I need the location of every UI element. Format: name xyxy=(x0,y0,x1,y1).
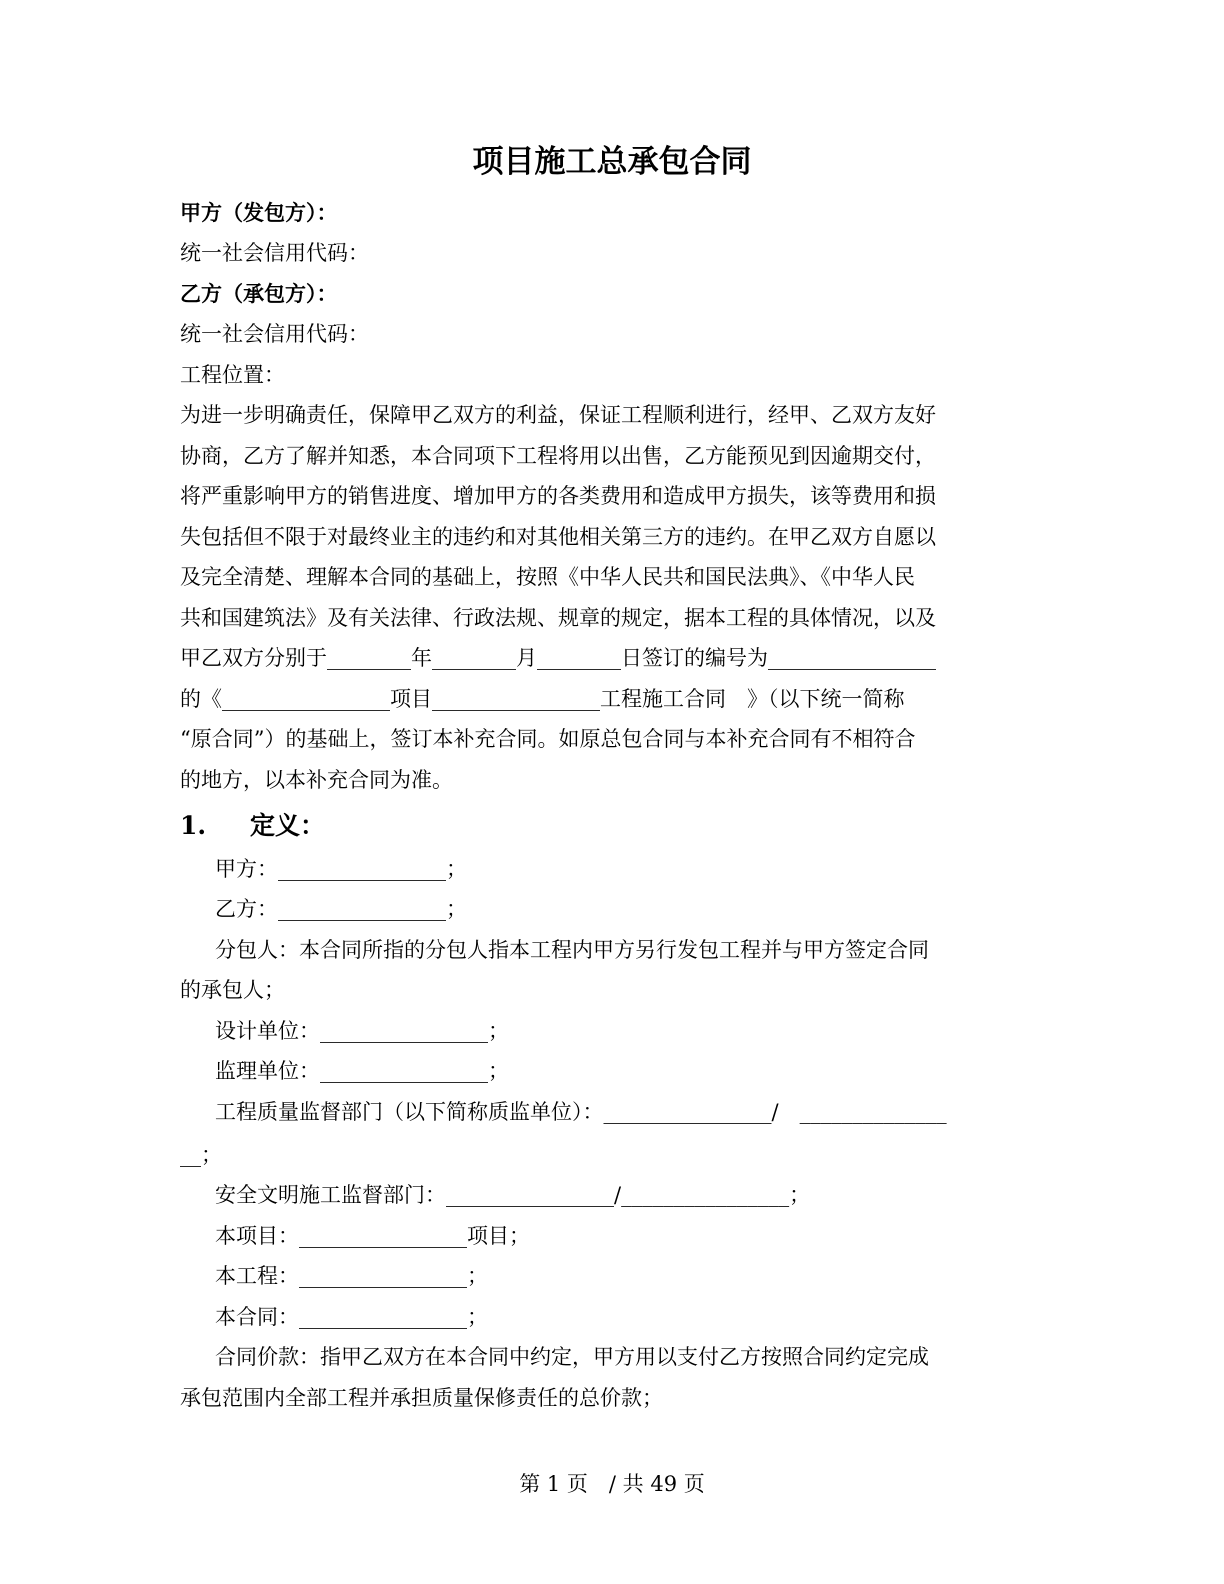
party-b-credit-code: 统一社会信用代码： xyxy=(180,322,369,346)
definition-line: 乙方：________________； xyxy=(215,897,467,921)
section-number: 1. xyxy=(180,811,207,840)
definition-line: 分包人：本合同所指的分包人指本工程内甲方另行发包工程并与甲方签定合同 xyxy=(215,938,929,962)
preamble-line: 共和国建筑法》及有关法律、行政法规、规章的规定，据本工程的具体情况，以及 xyxy=(180,606,936,630)
section-title: 定义： xyxy=(250,811,326,840)
party-a-credit-code: 统一社会信用代码： xyxy=(180,241,369,265)
party-b-label: 乙方（承包方）： xyxy=(180,281,338,306)
definition-line: 甲方：________________； xyxy=(215,857,467,881)
definition-line: 安全文明施工监督部门：________________/________________； xyxy=(215,1183,811,1207)
definition-line: 监理单位：________________； xyxy=(215,1059,509,1083)
definition-line: 承包范围内全部工程并承担质量保修责任的总价款； xyxy=(180,1386,663,1410)
preamble-line: 失包括但不限于对最终业主的违约和对其他相关第三方的违约。在甲乙双方自愿以 xyxy=(180,525,936,549)
preamble-line: 将严重影响甲方的销售进度、增加甲方的各类费用和造成甲方损失，该等费用和损 xyxy=(180,484,936,508)
definition-line: 设计单位：________________； xyxy=(215,1019,509,1043)
preamble-line: 甲乙双方分别于________年________月________日签订的编号为________________ xyxy=(180,646,936,670)
project-location: 工程位置： xyxy=(180,363,285,387)
party-a-label: 甲方（发包方）： xyxy=(180,200,338,225)
definition-line: 本项目：________________项目； xyxy=(215,1224,530,1248)
definition-line: 合同价款：指甲乙双方在本合同中约定，甲方用以支付乙方按照合同约定完成 xyxy=(215,1345,929,1369)
preamble-line: 的地方，以本补充合同为准。 xyxy=(180,768,453,792)
preamble-line: “原合同”）的基础上，签订本补充合同。如原总包合同与本补充合同有不相符合 xyxy=(180,727,916,751)
definition-line: 本工程：________________； xyxy=(215,1264,488,1288)
section-heading xyxy=(180,809,325,843)
definition-line: 的承包人； xyxy=(180,978,285,1002)
definition-line: 本合同：________________； xyxy=(215,1305,488,1329)
definition-line: __； xyxy=(180,1143,222,1167)
preamble-line: 的《________________项目________________工程施工合同 》（以下统一简称 xyxy=(180,687,905,711)
preamble-line: 协商，乙方了解并知悉，本合同项下工程将用以出售，乙方能预见到因逾期交付， xyxy=(180,444,936,468)
page-footer: 第 1 页 / 共 49 页 xyxy=(519,1472,705,1496)
preamble-line: 为进一步明确责任，保障甲乙双方的利益，保证工程顺利进行，经甲、乙双方友好 xyxy=(180,403,936,427)
document-title: 项目施工总承包合同 xyxy=(472,144,752,180)
preamble-line: 及完全清楚、理解本合同的基础上，按照《中华人民共和国民法典》、《中华人民 xyxy=(180,565,915,589)
definition-line: 工程质量监督部门（以下简称质监单位）：________________/ ______________ xyxy=(215,1100,947,1124)
